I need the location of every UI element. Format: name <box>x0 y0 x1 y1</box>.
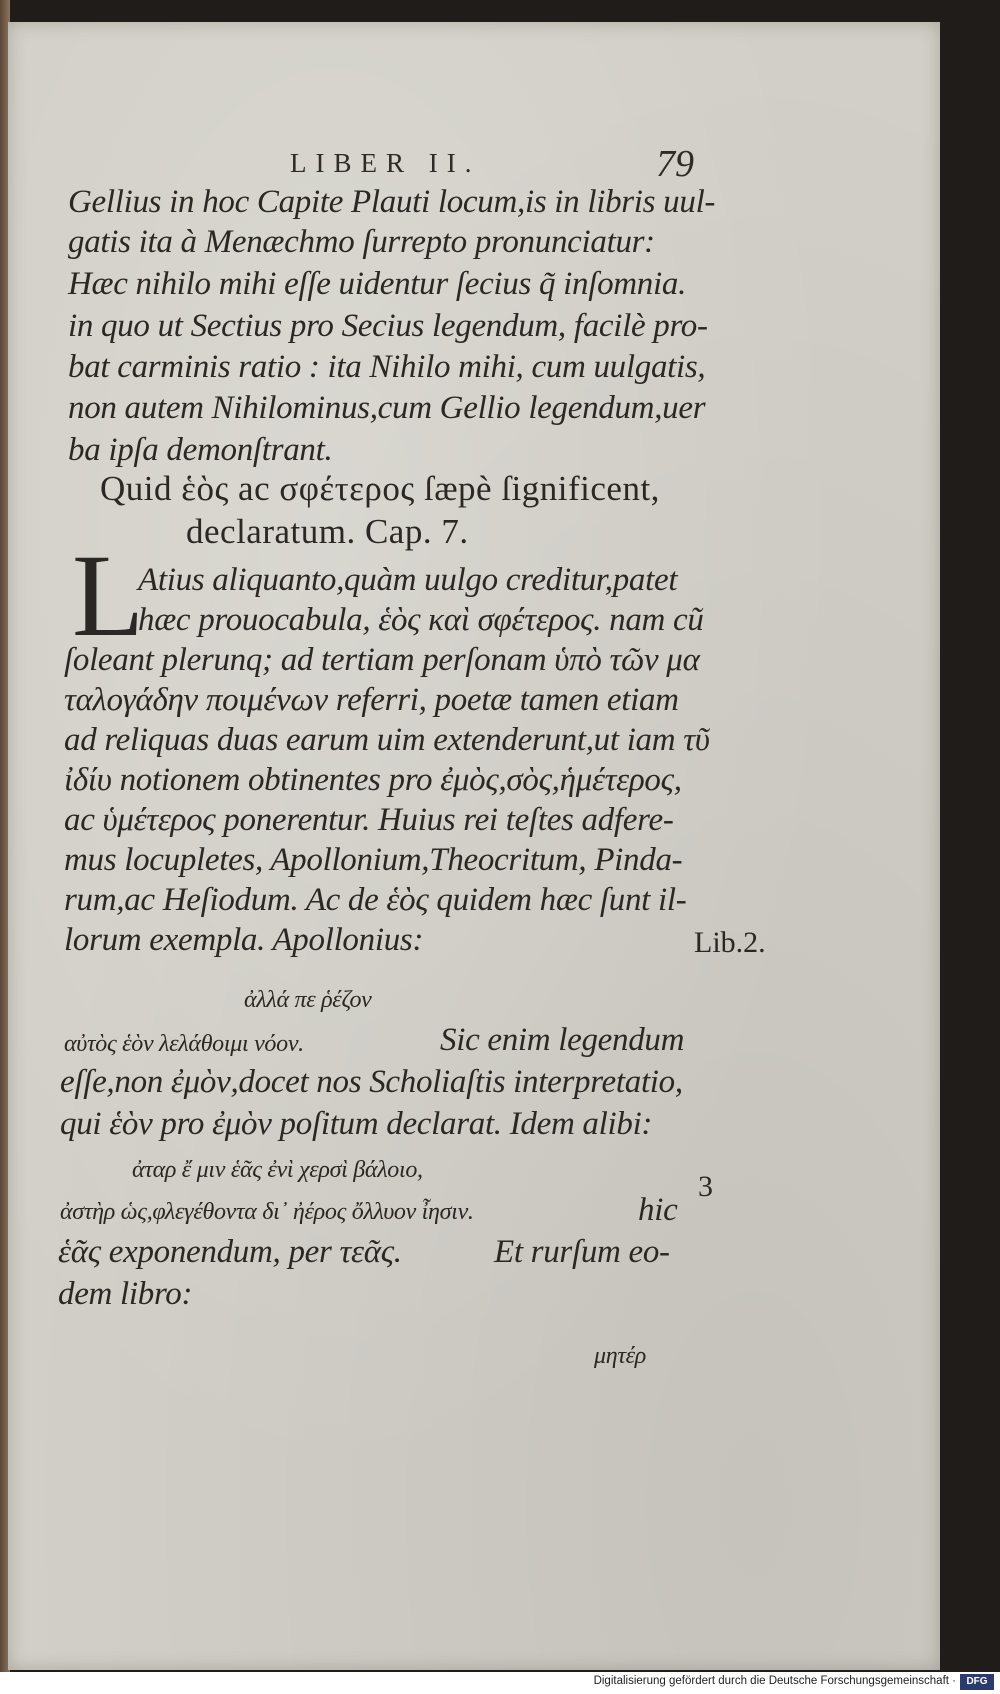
page-number: 79 <box>656 143 694 185</box>
greek-quote-line: αὐτὸς ἑὸν λελάθοιμι νόον. <box>64 1031 304 1057</box>
greek-quote-line: ἀστὴρ ὡς,φλεγέθοντα δι᾽ ἠέρος ὄλλυον ἶησιν. <box>60 1199 474 1225</box>
text-line: bat carminis ratio : ita Nihilo mihi, cum uulgatis, <box>68 349 706 385</box>
catchword: μητέρ <box>594 1343 647 1369</box>
text-line: qui ἑὸν pro ἐμὸν poſitum declarat. Idem alibi: <box>60 1106 653 1142</box>
text-line: ταλογάδην ποιμένων referri, poetæ tamen etiam <box>64 682 679 718</box>
text-line: eſſe,non ἐμὸν,docet nos Scholiaſtis interpretatio, <box>60 1064 683 1100</box>
text-line: non autem Nihilominus,cum Gellio legendum,uer <box>68 390 706 426</box>
text-line: in quo ut Sectius pro Secius legendum, facilè pro- <box>68 308 708 344</box>
text-line: Et rurſum eo- <box>494 1234 670 1270</box>
text-line: dem libro: <box>58 1276 193 1312</box>
dfg-logo: DFG <box>960 1674 994 1690</box>
greek-quote-line: ἀλλά πε ῥέζον <box>244 987 372 1013</box>
greek-quote-line: ἀταρ ἔ μιν ἑᾶς ἐνὶ χερσὶ βάλοιο, <box>132 1157 423 1183</box>
text-line: ba ipſa demonſtrant. <box>68 432 333 468</box>
text-line: hic <box>638 1192 678 1228</box>
text-line: Hæc nihilo mihi eſſe uidentur ſecius q̃ inſomnia. <box>68 266 687 302</box>
text-line: Gellius in hoc Capite Plauti locum,is in libris uul- <box>68 184 716 220</box>
chapter-heading-cont: declaratum. Cap. 7. <box>186 512 469 551</box>
text-line: ἰδίυ notionem obtinentes pro ἐμὸς,σὸς,ἡμέτερος, <box>64 762 682 798</box>
funding-credit: Digitalisierung gefördert durch die Deutsche Forschungsgemeinschaft · <box>593 1675 956 1687</box>
text-line: gatis ita à Menæchmo ſurrepto pronunciatur: <box>68 224 655 260</box>
margin-note-number: 3 <box>698 1170 713 1203</box>
text-line: ἑᾶς exponendum, per τεᾶς. <box>58 1234 402 1270</box>
margin-note-reference: Lib.2. <box>694 926 766 959</box>
text-line: Sic enim legendum <box>440 1022 685 1058</box>
text-line: ſoleant plerunq; ad tertiam perſonam ὑπὸ τῶν μα <box>64 642 700 678</box>
text-line: mus locupletes, Apollonium,Theocritum, Pinda- <box>64 842 683 878</box>
drop-cap-letter: L <box>72 530 145 661</box>
footer-bar <box>0 1672 1000 1694</box>
text-line: ac ὑμέτερος ponerentur. Huius rei teſtes adfere- <box>64 802 674 838</box>
text-line: Atius aliquanto,quàm uulgo creditur,patet <box>138 562 678 598</box>
text-line: lorum exempla. Apollonius: <box>64 922 424 958</box>
book-page <box>8 22 940 1670</box>
chapter-heading: Quid ἑὸς ac σφέτερος ſæpè ſignificent, <box>100 469 660 508</box>
text-line: ad reliquas duas earum uim extenderunt,ut iam τῦ <box>64 722 710 758</box>
text-line: hæc prouocabula, ἑὸς καὶ σφέτερος. nam cũ <box>138 602 704 638</box>
running-head: LIBER II. <box>290 148 481 178</box>
text-line: rum,ac Heſiodum. Ac de ἑὸς quidem hæc ſunt il- <box>64 882 687 918</box>
